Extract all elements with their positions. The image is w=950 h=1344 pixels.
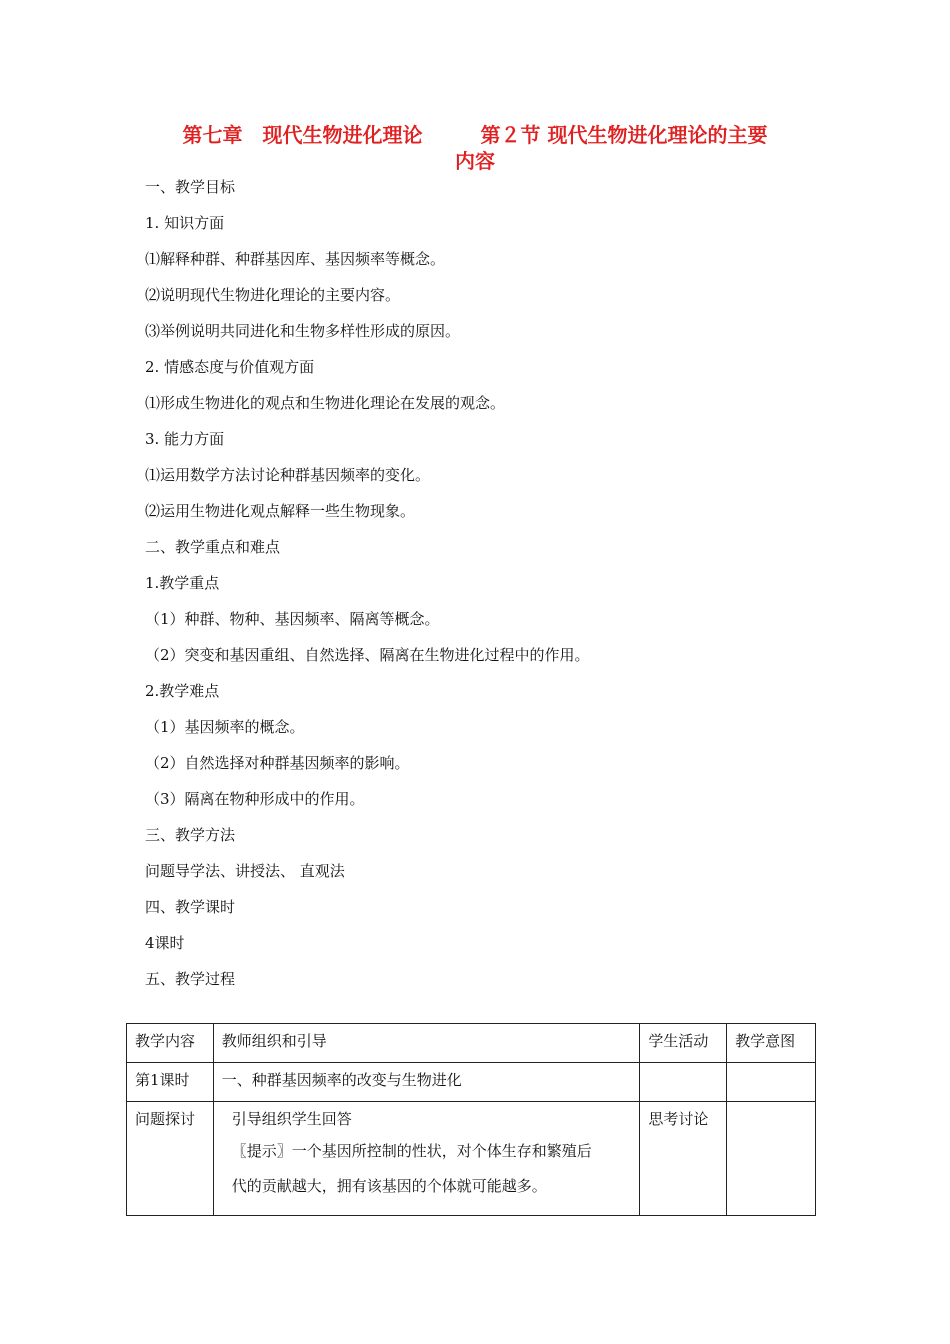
hint-line: 〖提示〗一个基因所控制的性状，对个体生存和繁殖后 bbox=[231, 1142, 592, 1160]
class-hours-text: 4课时 bbox=[145, 934, 185, 952]
heading-teaching-goals: 一、教学目标 bbox=[145, 178, 236, 196]
key-point-1: （1）种群、物种、基因频率、隔离等概念。 bbox=[145, 610, 440, 628]
methods-text: 问题导学法、讲授法、 直观法 bbox=[145, 862, 345, 880]
header-student: 学生活动 bbox=[640, 1024, 727, 1063]
table-cell: 思考讨论 bbox=[640, 1102, 727, 1216]
table-cell-teacher-guidance bbox=[213, 1102, 640, 1216]
heading-process: 五、教学过程 bbox=[145, 970, 236, 988]
difficulty-2: （2）自然选择对种群基因频率的影响。 bbox=[145, 754, 410, 772]
hint-line-continued: 代的贡献越大，拥有该基因的个体就可能越多。 bbox=[231, 1177, 547, 1195]
subheading-key-points: 1.教学重点 bbox=[145, 574, 220, 592]
heading-methods: 三、教学方法 bbox=[145, 826, 236, 844]
table-header-row bbox=[127, 1024, 816, 1063]
section-title-line1: 第２节 现代生物进化理论的主要 bbox=[480, 123, 768, 147]
heading-key-points: 二、教学重点和难点 bbox=[145, 538, 281, 556]
table-row bbox=[127, 1102, 816, 1216]
attitude-item-1: ⑴形成生物进化的观点和生物进化理论在发展的观念。 bbox=[145, 394, 506, 412]
table-cell: 一、种群基因频率的改变与生物进化 bbox=[213, 1063, 640, 1102]
difficulty-3: （3）隔离在物种形成中的作用。 bbox=[145, 790, 365, 808]
knowledge-item-2: ⑵说明现代生物进化理论的主要内容。 bbox=[145, 286, 401, 304]
table-cell bbox=[727, 1063, 816, 1102]
guidance-line: 引导组织学生回答 bbox=[231, 1110, 352, 1128]
header-intent: 教学意图 bbox=[727, 1024, 816, 1063]
ability-item-1: ⑴运用数学方法讨论种群基因频率的变化。 bbox=[145, 466, 431, 484]
knowledge-item-1: ⑴解释种群、种群基因库、基因频率等概念。 bbox=[145, 250, 446, 268]
table-cell bbox=[640, 1063, 727, 1102]
subheading-attitude: 2. 情感态度与价值观方面 bbox=[145, 358, 315, 376]
ability-item-2: ⑵运用生物进化观点解释一些生物现象。 bbox=[145, 502, 416, 520]
document-body bbox=[145, 174, 825, 1002]
section-title-line2: 内容 bbox=[455, 149, 495, 173]
subheading-difficulties: 2.教学难点 bbox=[145, 682, 220, 700]
document-title bbox=[0, 122, 950, 174]
difficulty-1: （1）基因频率的概念。 bbox=[145, 718, 305, 736]
table-cell: 问题探讨 bbox=[127, 1102, 214, 1216]
header-teacher: 教师组织和引导 bbox=[213, 1024, 640, 1063]
knowledge-item-3: ⑶举例说明共同进化和生物多样性形成的原因。 bbox=[145, 322, 461, 340]
table-cell bbox=[727, 1102, 816, 1216]
subheading-knowledge: 1. 知识方面 bbox=[145, 214, 225, 232]
table-cell: 第1课时 bbox=[127, 1063, 214, 1102]
key-point-2: （2）突变和基因重组、自然选择、隔离在生物进化过程中的作用。 bbox=[145, 646, 590, 664]
teaching-process-table bbox=[126, 1023, 816, 1216]
subheading-ability: 3. 能力方面 bbox=[145, 430, 225, 448]
heading-class-hours: 四、教学课时 bbox=[145, 898, 236, 916]
chapter-title: 第七章 现代生物进化理论 bbox=[182, 123, 423, 147]
header-content: 教学内容 bbox=[127, 1024, 214, 1063]
table-row bbox=[127, 1063, 816, 1102]
